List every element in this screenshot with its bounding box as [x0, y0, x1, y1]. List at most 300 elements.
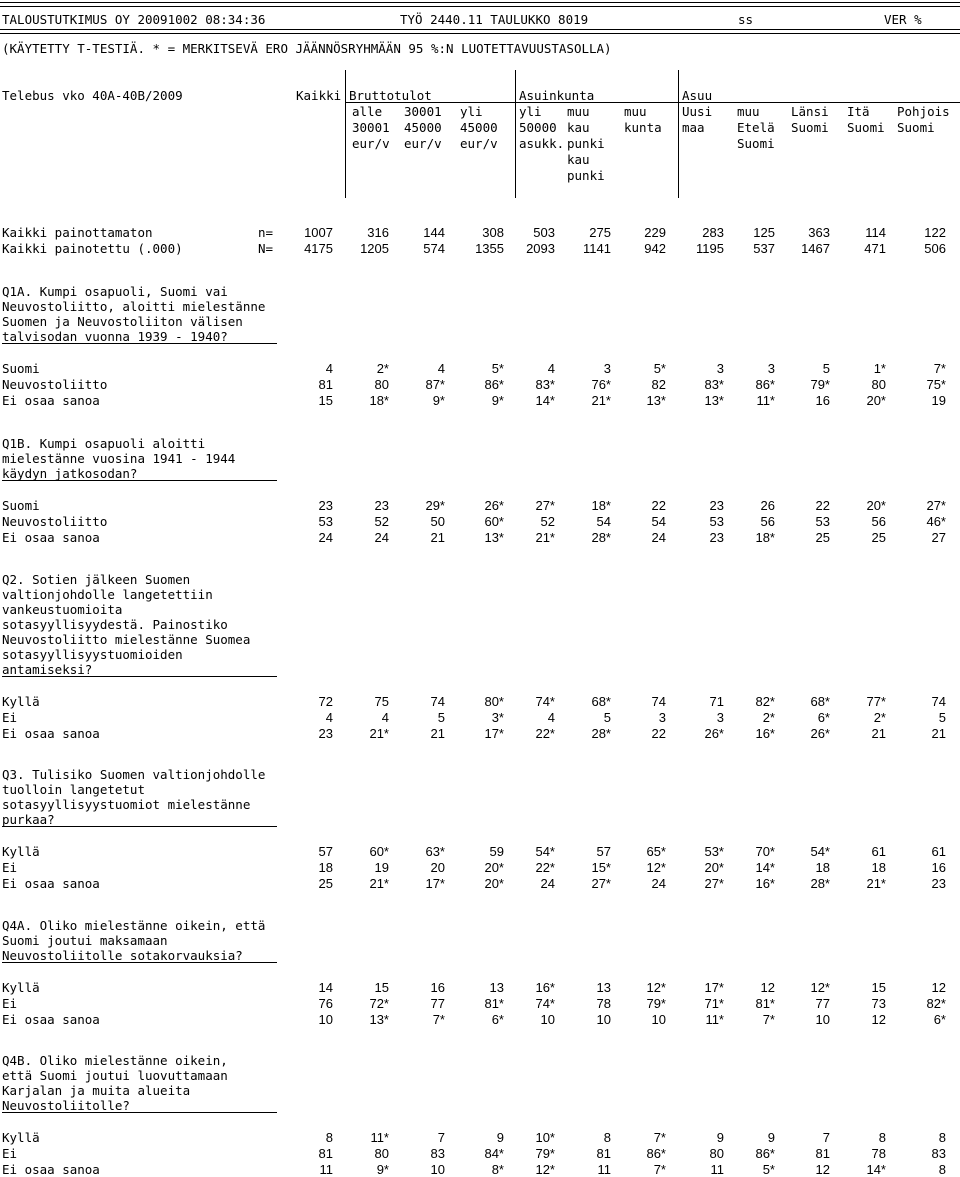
row-label: Ei	[2, 996, 18, 1011]
cell-value: 4	[325, 361, 333, 376]
cell-value: 86*	[484, 377, 504, 392]
cell-value: 574	[423, 241, 445, 256]
cell-value: 72*	[369, 996, 389, 1011]
column-header-line: 45000	[460, 120, 498, 135]
table-row	[0, 996, 960, 1011]
cell-value: 18*	[591, 498, 611, 513]
cell-value: 14*	[866, 1162, 886, 1177]
cell-value: 4	[547, 710, 555, 725]
cell-value: 8	[603, 1130, 611, 1145]
question-text-line: Karjalan ja muita alueita	[2, 1083, 191, 1098]
banner-separator	[515, 70, 516, 198]
column-header-line: kunta	[624, 120, 662, 135]
table-row	[0, 876, 960, 891]
cell-value: 84*	[484, 1146, 504, 1161]
column-header-line: 45000	[404, 120, 442, 135]
question-text-line: valtionjohdolle langetettiin	[2, 587, 213, 602]
cell-value: 10	[430, 1162, 445, 1177]
cell-value: 18	[318, 860, 333, 875]
cell-value: 60*	[484, 514, 504, 529]
column-header-line: asukk.	[519, 136, 565, 151]
cell-value: 54	[651, 514, 666, 529]
column-header-line: punki	[567, 136, 605, 151]
column-header-line: eur/v	[352, 136, 390, 151]
question-underline	[2, 826, 277, 827]
cell-value: 10	[596, 1012, 611, 1027]
cell-value: 82	[651, 377, 666, 392]
cell-value: 21	[430, 726, 445, 741]
cell-value: 71	[709, 694, 724, 709]
top-double-rule	[0, 2, 960, 7]
cell-value: 8	[325, 1130, 333, 1145]
cell-value: 24	[651, 876, 666, 891]
cell-value: 20*	[704, 860, 724, 875]
cell-value: 10	[318, 1012, 333, 1027]
question-text-line: Suomi joutui maksamaan	[2, 933, 168, 948]
cell-value: 79*	[810, 377, 830, 392]
cell-value: 21*	[369, 876, 389, 891]
cell-value: 21	[871, 726, 886, 741]
cell-value: 86*	[755, 377, 775, 392]
cell-value: 12	[760, 980, 775, 995]
column-header-line: Suomi	[791, 120, 829, 135]
cell-value: 78	[871, 1146, 886, 1161]
cell-value: 1141	[583, 241, 611, 256]
cell-value: 3	[658, 710, 666, 725]
banner-title: Telebus vko 40A-40B/2009	[2, 88, 183, 103]
cell-value: 81*	[755, 996, 775, 1011]
cell-value: 74*	[535, 996, 555, 1011]
cell-value: 10	[651, 1012, 666, 1027]
cell-value: 537	[753, 241, 775, 256]
cell-value: 22	[651, 726, 666, 741]
cell-value: 81	[318, 1146, 333, 1161]
row-label: Ei osaa sanoa	[2, 726, 100, 741]
cell-value: 22*	[535, 726, 555, 741]
cell-value: 125	[753, 225, 775, 240]
column-header-line: alle	[352, 104, 383, 119]
cell-value: 6*	[491, 1012, 504, 1027]
cell-value: 12*	[646, 860, 666, 875]
cell-value: 3	[767, 361, 775, 376]
table-row	[0, 844, 960, 859]
cell-value: 23	[709, 530, 724, 545]
cell-value: 8	[938, 1162, 946, 1177]
base-code: N=	[258, 241, 274, 256]
cell-value: 24	[374, 530, 389, 545]
cell-value: 74	[931, 694, 946, 709]
table-row	[0, 498, 960, 513]
question-text-line: Suomen ja Neuvostoliiton välisen	[2, 314, 243, 329]
cell-value: 316	[367, 225, 389, 240]
cell-value: 53	[318, 514, 333, 529]
table-row	[0, 980, 960, 995]
cell-value: 28*	[591, 726, 611, 741]
base-row-weighted	[0, 241, 960, 256]
cell-value: 68*	[810, 694, 830, 709]
cell-value: 5*	[653, 361, 666, 376]
cell-value: 26	[760, 498, 775, 513]
cell-value: 16*	[755, 876, 775, 891]
cell-value: 65*	[646, 844, 666, 859]
cell-value: 275	[589, 225, 611, 240]
cell-value: 14*	[535, 393, 555, 408]
question-text-line: sotasyyllisyystuomiot mielestänne	[2, 797, 251, 812]
cell-value: 16	[815, 393, 830, 408]
cell-value: 80	[374, 377, 389, 392]
table-row	[0, 1146, 960, 1161]
cell-value: 4	[381, 710, 389, 725]
table-row	[0, 514, 960, 529]
cell-value: 54*	[810, 844, 830, 859]
cell-value: 27*	[535, 498, 555, 513]
cell-value: 57	[318, 844, 333, 859]
question-text-line: Neuvostoliitto, aloitti mielestänne	[2, 299, 266, 314]
cell-value: 11	[597, 1162, 611, 1177]
row-label: Suomi	[2, 361, 40, 376]
cell-value: 9	[767, 1130, 775, 1145]
cell-value: 60*	[369, 844, 389, 859]
cell-value: 9*	[491, 393, 504, 408]
cell-value: 83	[430, 1146, 445, 1161]
question-underline	[2, 1112, 277, 1113]
cell-value: 81	[596, 1146, 611, 1161]
cell-value: 12	[815, 1162, 830, 1177]
cell-value: 11*	[756, 393, 775, 408]
cell-value: 17*	[484, 726, 504, 741]
question-underline	[2, 962, 277, 963]
row-label: Neuvostoliitto	[2, 514, 108, 529]
cell-value: 11	[319, 1162, 333, 1177]
cell-value: 16*	[535, 980, 555, 995]
row-label: Kyllä	[2, 844, 40, 859]
question-text-line: Q1B. Kumpi osapuoli aloitti	[2, 436, 206, 451]
cell-value: 13	[596, 980, 611, 995]
cell-value: 3*	[491, 710, 504, 725]
cell-value: 12*	[810, 980, 830, 995]
question-text-line: tuolloin langetetut	[2, 782, 145, 797]
table-row	[0, 393, 960, 408]
cell-value: 363	[808, 225, 830, 240]
cell-value: 26*	[484, 498, 504, 513]
column-header-line: kau	[567, 152, 590, 167]
cell-value: 77	[815, 996, 830, 1011]
cell-value: 229	[644, 225, 666, 240]
row-label: Ei osaa sanoa	[2, 530, 100, 545]
group-label-income: Bruttotulot	[349, 88, 432, 103]
question-underline	[2, 343, 277, 344]
question-text-line: Q2. Sotien jälkeen Suomen	[2, 572, 191, 587]
cell-value: 75	[374, 694, 389, 709]
column-header-line: eur/v	[404, 136, 442, 151]
cell-value: 5	[437, 710, 445, 725]
cell-value: 15	[374, 980, 389, 995]
cell-value: 21	[931, 726, 946, 741]
cell-value: 82*	[926, 996, 946, 1011]
cell-value: 74	[430, 694, 445, 709]
cell-value: 12*	[535, 1162, 555, 1177]
cell-value: 6*	[817, 710, 830, 725]
cell-value: 10	[540, 1012, 555, 1027]
column-header-line: 30001	[404, 104, 442, 119]
cell-value: 6*	[933, 1012, 946, 1027]
cell-value: 8	[878, 1130, 886, 1145]
cell-value: 8*	[491, 1162, 504, 1177]
row-label: Ei osaa sanoa	[2, 393, 100, 408]
cell-value: 53	[709, 514, 724, 529]
cell-value: 26*	[704, 726, 724, 741]
row-label: Ei osaa sanoa	[2, 1162, 100, 1177]
column-header-line: Uusi	[682, 104, 713, 119]
cell-value: 76*	[591, 377, 611, 392]
question-underline	[2, 480, 277, 481]
cell-value: 27*	[926, 498, 946, 513]
cell-value: 16	[430, 980, 445, 995]
cell-value: 76	[318, 996, 333, 1011]
column-header-line: Suomi	[897, 120, 935, 135]
cell-value: 21*	[866, 876, 886, 891]
question-text-line: että Suomi joutui luovuttamaan	[2, 1068, 228, 1083]
cell-value: 20*	[866, 393, 886, 408]
cell-value: 78	[596, 996, 611, 1011]
column-header-line: punki	[567, 168, 605, 183]
cell-value: 29*	[425, 498, 445, 513]
row-label: Ei	[2, 710, 18, 725]
column-header-line: Suomi	[847, 120, 885, 135]
cell-value: 71*	[704, 996, 724, 1011]
col-total-label: Kaikki	[296, 88, 342, 103]
cell-value: 74*	[535, 694, 555, 709]
cell-value: 21*	[369, 726, 389, 741]
cell-value: 81*	[484, 996, 504, 1011]
cell-value: 471	[864, 241, 886, 256]
cell-value: 122	[924, 225, 946, 240]
cell-value: 56	[760, 514, 775, 529]
table-row	[0, 860, 960, 875]
report-header-table: TYÖ 2440.11 TAULUKKO 8019	[400, 12, 589, 27]
cell-value: 11*	[370, 1130, 389, 1145]
row-label: Ei osaa sanoa	[2, 876, 100, 891]
cell-value: 16	[931, 860, 946, 875]
cell-value: 18	[815, 860, 830, 875]
cell-value: 503	[533, 225, 555, 240]
cell-value: 7*	[653, 1162, 666, 1177]
report-header-left: TALOUSTUTKIMUS OY 20091002 08:34:36	[2, 12, 266, 27]
cell-value: 9*	[376, 1162, 389, 1177]
cell-value: 8	[938, 1130, 946, 1145]
cell-value: 5	[938, 710, 946, 725]
cell-value: 24	[540, 876, 555, 891]
row-label: Kyllä	[2, 694, 40, 709]
question-text-line: vankeustuomioita	[2, 602, 123, 617]
question-text-line: talvisodan vuonna 1939 - 1940?	[2, 329, 228, 344]
cell-value: 59	[489, 844, 504, 859]
cell-value: 14	[318, 980, 333, 995]
significance-note: (KÄYTETTY T-TESTIÄ. * = MERKITSEVÄ ERO JÄÄNNÖSRYHMÄÄN 95 %:N LUOTETTAVUUSTASOLLA)	[2, 41, 612, 56]
cell-value: 18*	[369, 393, 389, 408]
cell-value: 22*	[535, 860, 555, 875]
cell-value: 23	[318, 498, 333, 513]
question-text-line: Q4B. Oliko mielestänne oikein,	[2, 1053, 228, 1068]
cell-value: 81	[815, 1146, 830, 1161]
cell-value: 3	[716, 710, 724, 725]
cell-value: 15*	[591, 860, 611, 875]
cell-value: 2093	[526, 241, 555, 256]
cell-value: 70*	[755, 844, 775, 859]
cell-value: 5	[822, 361, 830, 376]
row-label: Kyllä	[2, 980, 40, 995]
column-header-line: yli	[460, 104, 483, 119]
cell-value: 7*	[933, 361, 946, 376]
question-text-line: Neuvostoliitolle?	[2, 1098, 130, 1113]
table-row	[0, 694, 960, 709]
cell-value: 21	[430, 530, 445, 545]
cell-value: 1195	[696, 241, 724, 256]
cell-value: 17*	[704, 980, 724, 995]
column-header-line: kau	[567, 120, 590, 135]
cell-value: 25	[318, 876, 333, 891]
cell-value: 3	[603, 361, 611, 376]
group-label-region: Asuu	[682, 88, 713, 103]
cell-value: 5	[603, 710, 611, 725]
cell-value: 26*	[810, 726, 830, 741]
cell-value: 7*	[762, 1012, 775, 1027]
cell-value: 942	[644, 241, 666, 256]
question-text-line: Neuvostoliitolle sotakorvauksia?	[2, 948, 243, 963]
question-text-line: Neuvostoliitto mielestänne Suomea	[2, 632, 251, 647]
question-underline	[2, 676, 277, 677]
cell-value: 1007	[304, 225, 333, 240]
row-label: Kaikki painottamaton	[2, 225, 153, 240]
column-header-line: muu	[624, 104, 647, 119]
column-header-line: Etelä	[737, 120, 775, 135]
cell-value: 14*	[755, 860, 775, 875]
cell-value: 13	[489, 980, 504, 995]
cell-value: 81	[318, 377, 333, 392]
cell-value: 77*	[866, 694, 886, 709]
column-header-line: Suomi	[737, 136, 775, 151]
column-header-line: eur/v	[460, 136, 498, 151]
cell-value: 5*	[762, 1162, 775, 1177]
cell-value: 7*	[653, 1130, 666, 1145]
table-row	[0, 710, 960, 725]
cell-value: 79*	[646, 996, 666, 1011]
cell-value: 83	[931, 1146, 946, 1161]
cell-value: 4	[325, 710, 333, 725]
row-label: Kyllä	[2, 1130, 40, 1145]
report-header-ss: ss	[738, 12, 754, 27]
cell-value: 20	[430, 860, 445, 875]
cell-value: 19	[374, 860, 389, 875]
cell-value: 63*	[425, 844, 445, 859]
cell-value: 72	[318, 694, 333, 709]
cell-value: 25	[871, 530, 886, 545]
cell-value: 23	[931, 876, 946, 891]
cell-value: 74	[651, 694, 666, 709]
cell-value: 83*	[535, 377, 555, 392]
cell-value: 7*	[432, 1012, 445, 1027]
column-header-line: maa	[682, 120, 705, 135]
question-text-line: Q3. Tulisiko Suomen valtionjohdolle	[2, 767, 266, 782]
cell-value: 86*	[646, 1146, 666, 1161]
cell-value: 12	[871, 1012, 886, 1027]
table-row	[0, 1012, 960, 1027]
cell-value: 24	[318, 530, 333, 545]
cell-value: 114	[865, 225, 886, 240]
cell-value: 9	[496, 1130, 504, 1145]
banner-rule	[345, 102, 960, 103]
table-row	[0, 377, 960, 392]
cell-value: 53*	[704, 844, 724, 859]
cell-value: 61	[931, 844, 946, 859]
cell-value: 13*	[484, 530, 504, 545]
cell-value: 1205	[360, 241, 389, 256]
cell-value: 17*	[425, 876, 445, 891]
cell-value: 68*	[591, 694, 611, 709]
cell-value: 52	[374, 514, 389, 529]
cell-value: 52	[540, 514, 555, 529]
cell-value: 80	[709, 1146, 724, 1161]
cell-value: 61	[871, 844, 886, 859]
question-text-line: mielestänne vuosina 1941 - 1944	[2, 451, 236, 466]
cell-value: 22	[815, 498, 830, 513]
cell-value: 10	[815, 1012, 830, 1027]
row-label: Ei osaa sanoa	[2, 1012, 100, 1027]
cell-value: 23	[374, 498, 389, 513]
cell-value: 7	[437, 1130, 445, 1145]
cell-value: 83*	[704, 377, 724, 392]
cell-value: 80	[871, 377, 886, 392]
column-header-line: yli	[519, 104, 542, 119]
banner-separator	[678, 70, 679, 198]
cell-value: 13*	[369, 1012, 389, 1027]
cell-value: 4	[437, 361, 445, 376]
cell-value: 5*	[491, 361, 504, 376]
group-label-municipality: Asuinkunta	[519, 88, 595, 103]
cell-value: 27*	[591, 876, 611, 891]
cell-value: 46*	[926, 514, 946, 529]
cell-value: 10*	[535, 1130, 555, 1145]
column-header-line: Itä	[847, 104, 870, 119]
cell-value: 80*	[484, 694, 504, 709]
cell-value: 16*	[755, 726, 775, 741]
question-text-line: sotasyyllisyystuomioiden	[2, 647, 183, 662]
header-double-rule	[0, 29, 960, 34]
question-text-line: sotasyyllisyydestä. Painostiko	[2, 617, 228, 632]
cell-value: 86*	[755, 1146, 775, 1161]
base-row-unweighted	[0, 225, 960, 240]
cell-value: 20*	[484, 876, 504, 891]
question-text-line: käydyn jatkosodan?	[2, 466, 138, 481]
cell-value: 15	[871, 980, 886, 995]
cell-value: 22	[651, 498, 666, 513]
table-row	[0, 530, 960, 545]
cell-value: 25	[815, 530, 830, 545]
cell-value: 79*	[535, 1146, 555, 1161]
row-label: Suomi	[2, 498, 40, 513]
cell-value: 23	[318, 726, 333, 741]
table-row	[0, 361, 960, 376]
cell-value: 9	[716, 1130, 724, 1145]
question-text-line: Q1A. Kumpi osapuoli, Suomi vai	[2, 284, 228, 299]
cell-value: 28*	[591, 530, 611, 545]
cell-value: 18*	[755, 530, 775, 545]
column-header-line: muu	[737, 104, 760, 119]
cell-value: 144	[423, 225, 445, 240]
cell-value: 12*	[646, 980, 666, 995]
cell-value: 27	[931, 530, 946, 545]
cell-value: 4175	[304, 241, 333, 256]
